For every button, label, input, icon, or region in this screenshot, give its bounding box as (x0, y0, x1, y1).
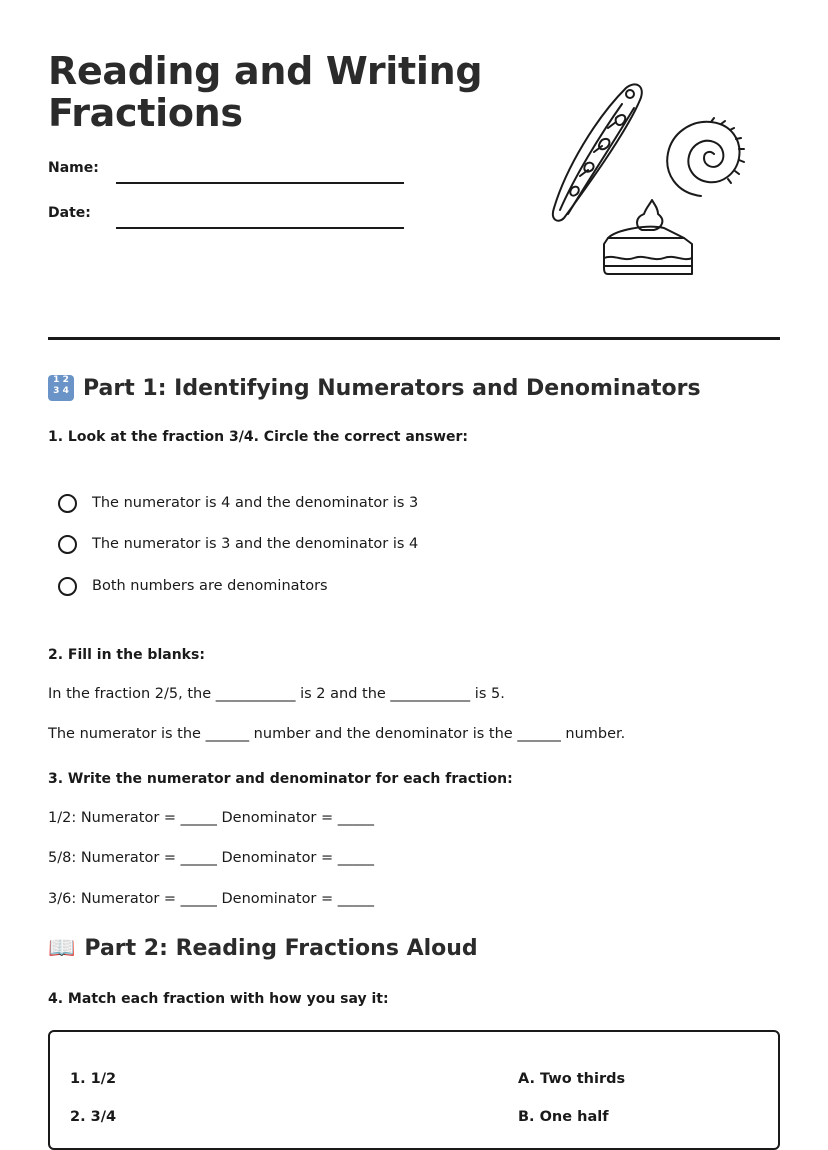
part1-heading (48, 375, 701, 401)
matching-box (48, 1030, 780, 1150)
date-label: Date: (48, 205, 91, 221)
q1-option-1[interactable] (58, 490, 418, 516)
part1-heading-text: Part 1: Identifying Numerators and Denominators (83, 375, 701, 401)
q2-line-1: In the fraction 2/5, the ___________ is 2 and the ___________ is 5. (48, 686, 505, 702)
decorated-bar-icon (553, 84, 642, 220)
question-3-prompt: 3. Write the numerator and denominator for each fraction: (48, 771, 513, 787)
q3-line-1: 1/2: Numerator = _____ Denominator = _____ (48, 810, 375, 826)
match-left-item-2: 2. 3/4 (70, 1109, 117, 1125)
question-2-prompt: 2. Fill in the blanks: (48, 647, 205, 663)
header-divider (48, 337, 780, 340)
q1-option-1-label: The numerator is 4 and the denominator is 3 (92, 495, 419, 511)
worksheet-title: Reading and Writing Fractions (48, 49, 483, 135)
q2-line-2: The numerator is the ______ number and the denominator is the ______ number. (48, 726, 626, 742)
question-1-prompt: 1. Look at the fraction 3/4. Circle the correct answer: (48, 429, 469, 445)
match-right-item-a: A. Two thirds (518, 1071, 626, 1087)
cake-slice-icon (604, 200, 692, 274)
spiral-shell-icon (667, 118, 744, 196)
q1-option-2[interactable] (58, 531, 418, 557)
match-right-item-b: B. One half (518, 1109, 609, 1125)
open-book-icon: 📖 (48, 936, 76, 961)
date-blank-line (116, 227, 404, 229)
name-label: Name: (48, 160, 99, 176)
q3-line-3: 3/6: Numerator = _____ Denominator = _____ (48, 891, 375, 907)
date-field (48, 205, 408, 235)
numbers-keycap-icon: 1 2 3 4 (48, 375, 74, 401)
part2-heading-text: Part 2: Reading Fractions Aloud (84, 936, 478, 961)
match-left-item-1: 1. 1/2 (70, 1071, 117, 1087)
name-blank-line (116, 182, 404, 184)
question-4-prompt: 4. Match each fraction with how you say it: (48, 991, 389, 1007)
q1-option-3-label: Both numbers are denominators (92, 578, 328, 594)
name-field (48, 160, 408, 190)
q1-option-3-circle[interactable] (58, 577, 77, 596)
fraction-food-illustration (546, 78, 746, 282)
q1-option-3[interactable] (58, 573, 328, 599)
q1-option-2-label: The numerator is 3 and the denominator is 4 (92, 536, 419, 552)
q3-line-2: 5/8: Numerator = _____ Denominator = _____ (48, 850, 375, 866)
part2-heading (48, 936, 478, 961)
q1-option-2-circle[interactable] (58, 535, 77, 554)
q1-option-1-circle[interactable] (58, 494, 77, 513)
